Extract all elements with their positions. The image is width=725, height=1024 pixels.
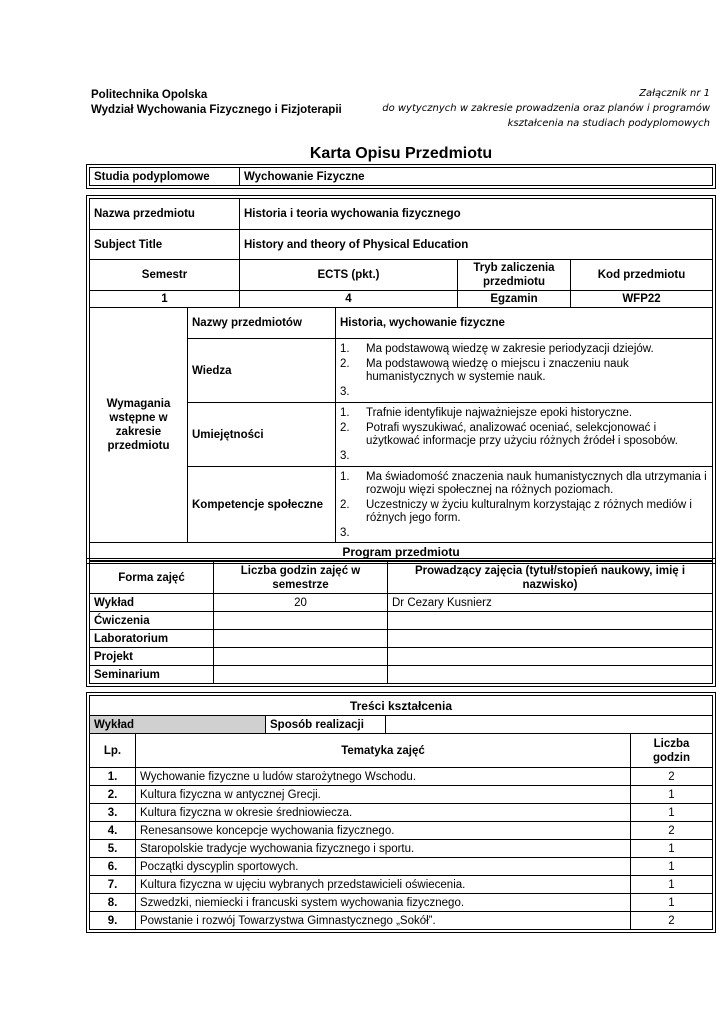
- list-item: 2. Uczestniczy w życiu kulturalnym korzystając z różnych mediów i różnych jego form.: [340, 498, 692, 524]
- annex-note: [370, 86, 710, 131]
- university-name: Politechnika Opolska: [91, 89, 208, 101]
- topic-cell: Kultura fizyczna w antycznej Grecji.: [136, 786, 631, 804]
- program-heading: Program przedmiotu: [90, 543, 713, 561]
- mode-label: Tryb zaliczenia przedmiotu: [458, 260, 571, 291]
- table-row: [90, 630, 713, 648]
- lp-cell: 1.: [90, 768, 136, 786]
- topic-hours-cell: 1: [631, 804, 713, 822]
- topic-cell: Wychowanie fizyczne u ludów starożytnego Wschodu.: [136, 768, 631, 786]
- knowledge-cell: [336, 339, 713, 403]
- hours-cell: [214, 666, 388, 684]
- lecturer-cell: [388, 630, 713, 648]
- annex-line-3: kształcenia na studiach podyplomowych: [507, 118, 710, 129]
- competences-label: Kompetencje społeczne: [188, 467, 336, 543]
- requirements-label: Wymagania wstępne w zakresie przedmiotu: [90, 308, 188, 543]
- topic-hours-header: Liczba godzin: [631, 734, 713, 768]
- list-item: 3.: [340, 526, 350, 539]
- lecturer-header: Prowadzący zajęcia (tytuł/stopień naukowy, imię i nazwisko): [388, 562, 713, 594]
- topic-hours-cell: 1: [631, 876, 713, 894]
- studies-table: [89, 167, 713, 186]
- topic-cell: Kultura fizyczna w okresie średniowiecza.: [136, 804, 631, 822]
- lp-cell: 4.: [90, 822, 136, 840]
- topic-cell: Powstanie i rozwój Towarzystwa Gimnastycznego „Sokół”.: [136, 912, 631, 930]
- topic-hours-cell: 1: [631, 894, 713, 912]
- code-label: Kod przedmiotu: [571, 260, 713, 291]
- institution-header: [91, 88, 342, 118]
- studies-label: Studia podyplomowe: [90, 168, 240, 186]
- form-cell: Wykład: [90, 594, 214, 612]
- form-cell: Laboratorium: [90, 630, 214, 648]
- subject-title-label: Subject Title: [90, 230, 240, 260]
- studies-frame: [86, 164, 716, 189]
- semester-value: 1: [90, 291, 240, 308]
- form-cell: Projekt: [90, 648, 214, 666]
- list-item: 3.: [340, 386, 350, 398]
- hours-cell: 20: [214, 594, 388, 612]
- code-value: WFP22: [571, 291, 713, 308]
- method-value: [386, 716, 713, 734]
- hours-cell: [214, 612, 388, 630]
- ects-label: ECTS (pkt.): [240, 260, 458, 291]
- topic-cell: Staropolskie tradycje wychowania fizycznego i sportu.: [136, 840, 631, 858]
- table-row: [90, 912, 713, 930]
- course-name-value: Historia i teoria wychowania fizycznego: [240, 199, 713, 230]
- topic-cell: Renesansowe koncepcje wychowania fizycznego.: [136, 822, 631, 840]
- knowledge-label: Wiedza: [188, 339, 336, 403]
- ects-value: 4: [240, 291, 458, 308]
- list-item: 3.: [340, 450, 350, 462]
- competences-list: [340, 471, 708, 540]
- topic-hours-cell: 1: [631, 786, 713, 804]
- lp-cell: 8.: [90, 894, 136, 912]
- topic-cell: Początki dyscyplin sportowych.: [136, 858, 631, 876]
- course-table: [89, 198, 713, 561]
- hours-cell: [214, 630, 388, 648]
- lecturer-cell: [388, 612, 713, 630]
- semester-label: Semestr: [90, 260, 240, 291]
- document-title: Karta Opisu Przedmiotu: [309, 145, 493, 162]
- list-item: 2. Ma podstawową wiedzę o miejscu i znaczeniu nauk humanistycznych w systemie nauk.: [340, 358, 629, 383]
- lecture-label: Wykład: [90, 716, 266, 734]
- table-row: [90, 894, 713, 912]
- lp-cell: 9.: [90, 912, 136, 930]
- form-cell: Ćwiczenia: [90, 612, 214, 630]
- table-row: [90, 822, 713, 840]
- studies-value: Wychowanie Fizyczne: [240, 168, 713, 186]
- lp-cell: 2.: [90, 786, 136, 804]
- lp-header: Lp.: [90, 734, 136, 768]
- topic-hours-cell: 2: [631, 912, 713, 930]
- form-cell: Seminarium: [90, 666, 214, 684]
- annex-line-1: Załącznik nr 1: [639, 88, 710, 99]
- lp-cell: 6.: [90, 858, 136, 876]
- topic-hours-cell: 2: [631, 822, 713, 840]
- content-frame: [86, 692, 716, 933]
- table-row: [90, 858, 713, 876]
- mode-value: Egzamin: [458, 291, 571, 308]
- skills-list: [340, 407, 708, 463]
- content-table: [89, 695, 713, 930]
- method-label: Sposób realizacji: [266, 716, 386, 734]
- table-row: [90, 612, 713, 630]
- list-item: 2. Potrafi wyszukiwać, analizować oceniać, selekcjonować i użytkować informacje przy użyciu różnych źródeł i sposobów.: [340, 422, 678, 447]
- topic-hours-cell: 1: [631, 858, 713, 876]
- form-header: Forma zajęć: [90, 562, 214, 594]
- lecturer-cell: Dr Cezary Kusnierz: [388, 594, 713, 612]
- skills-label: Umiejętności: [188, 403, 336, 467]
- lp-cell: 7.: [90, 876, 136, 894]
- topic-header: Tematyka zajęć: [136, 734, 631, 768]
- table-row: [90, 786, 713, 804]
- table-row: [90, 594, 713, 612]
- lecturer-cell: [388, 648, 713, 666]
- annex-line-2: do wytycznych w zakresie prowadzenia oraz planów i programów: [382, 103, 710, 114]
- lp-cell: 5.: [90, 840, 136, 858]
- topic-cell: Kultura fizyczna w ujęciu wybranych przedstawicieli oświecenia.: [136, 876, 631, 894]
- skills-cell: [336, 403, 713, 467]
- content-title: Treści kształcenia: [90, 696, 713, 716]
- table-row: [90, 840, 713, 858]
- topic-hours-cell: 2: [631, 768, 713, 786]
- course-frame: [86, 195, 716, 564]
- prereq-names-label: Nazwy przedmiotów: [188, 308, 336, 339]
- list-item: 1. Ma podstawową wiedzę w zakresie periodyzacji dziejów.: [340, 343, 654, 355]
- classes-frame: [86, 558, 716, 687]
- subject-title-value: History and theory of Physical Education: [240, 230, 713, 260]
- prereq-names-value: Historia, wychowanie fizyczne: [336, 308, 713, 339]
- classes-table: [89, 561, 713, 684]
- course-name-label: Nazwa przedmiotu: [90, 199, 240, 230]
- topic-cell: Szwedzki, niemiecki i francuski system wychowania fizycznego.: [136, 894, 631, 912]
- faculty-name: Wydział Wychowania Fizycznego i Fizjoterapii: [91, 104, 342, 116]
- competences-cell: [336, 467, 713, 543]
- hours-header: Liczba godzin zajęć w semestrze: [214, 562, 388, 594]
- table-row: [90, 804, 713, 822]
- knowledge-list: [340, 343, 708, 399]
- table-row: [90, 876, 713, 894]
- list-item: 1. Trafnie identyfikuje najważniejsze epoki historyczne.: [340, 407, 633, 419]
- lecturer-cell: [388, 666, 713, 684]
- hours-cell: [214, 648, 388, 666]
- list-item: 1. Ma świadomość znaczenia nauk humanistycznych dla utrzymania i rozwoju więzi społecznej na różnych poziomach.: [340, 470, 707, 496]
- table-row: [90, 648, 713, 666]
- topic-hours-cell: 1: [631, 840, 713, 858]
- table-row: [90, 666, 713, 684]
- table-row: [90, 768, 713, 786]
- lp-cell: 3.: [90, 804, 136, 822]
